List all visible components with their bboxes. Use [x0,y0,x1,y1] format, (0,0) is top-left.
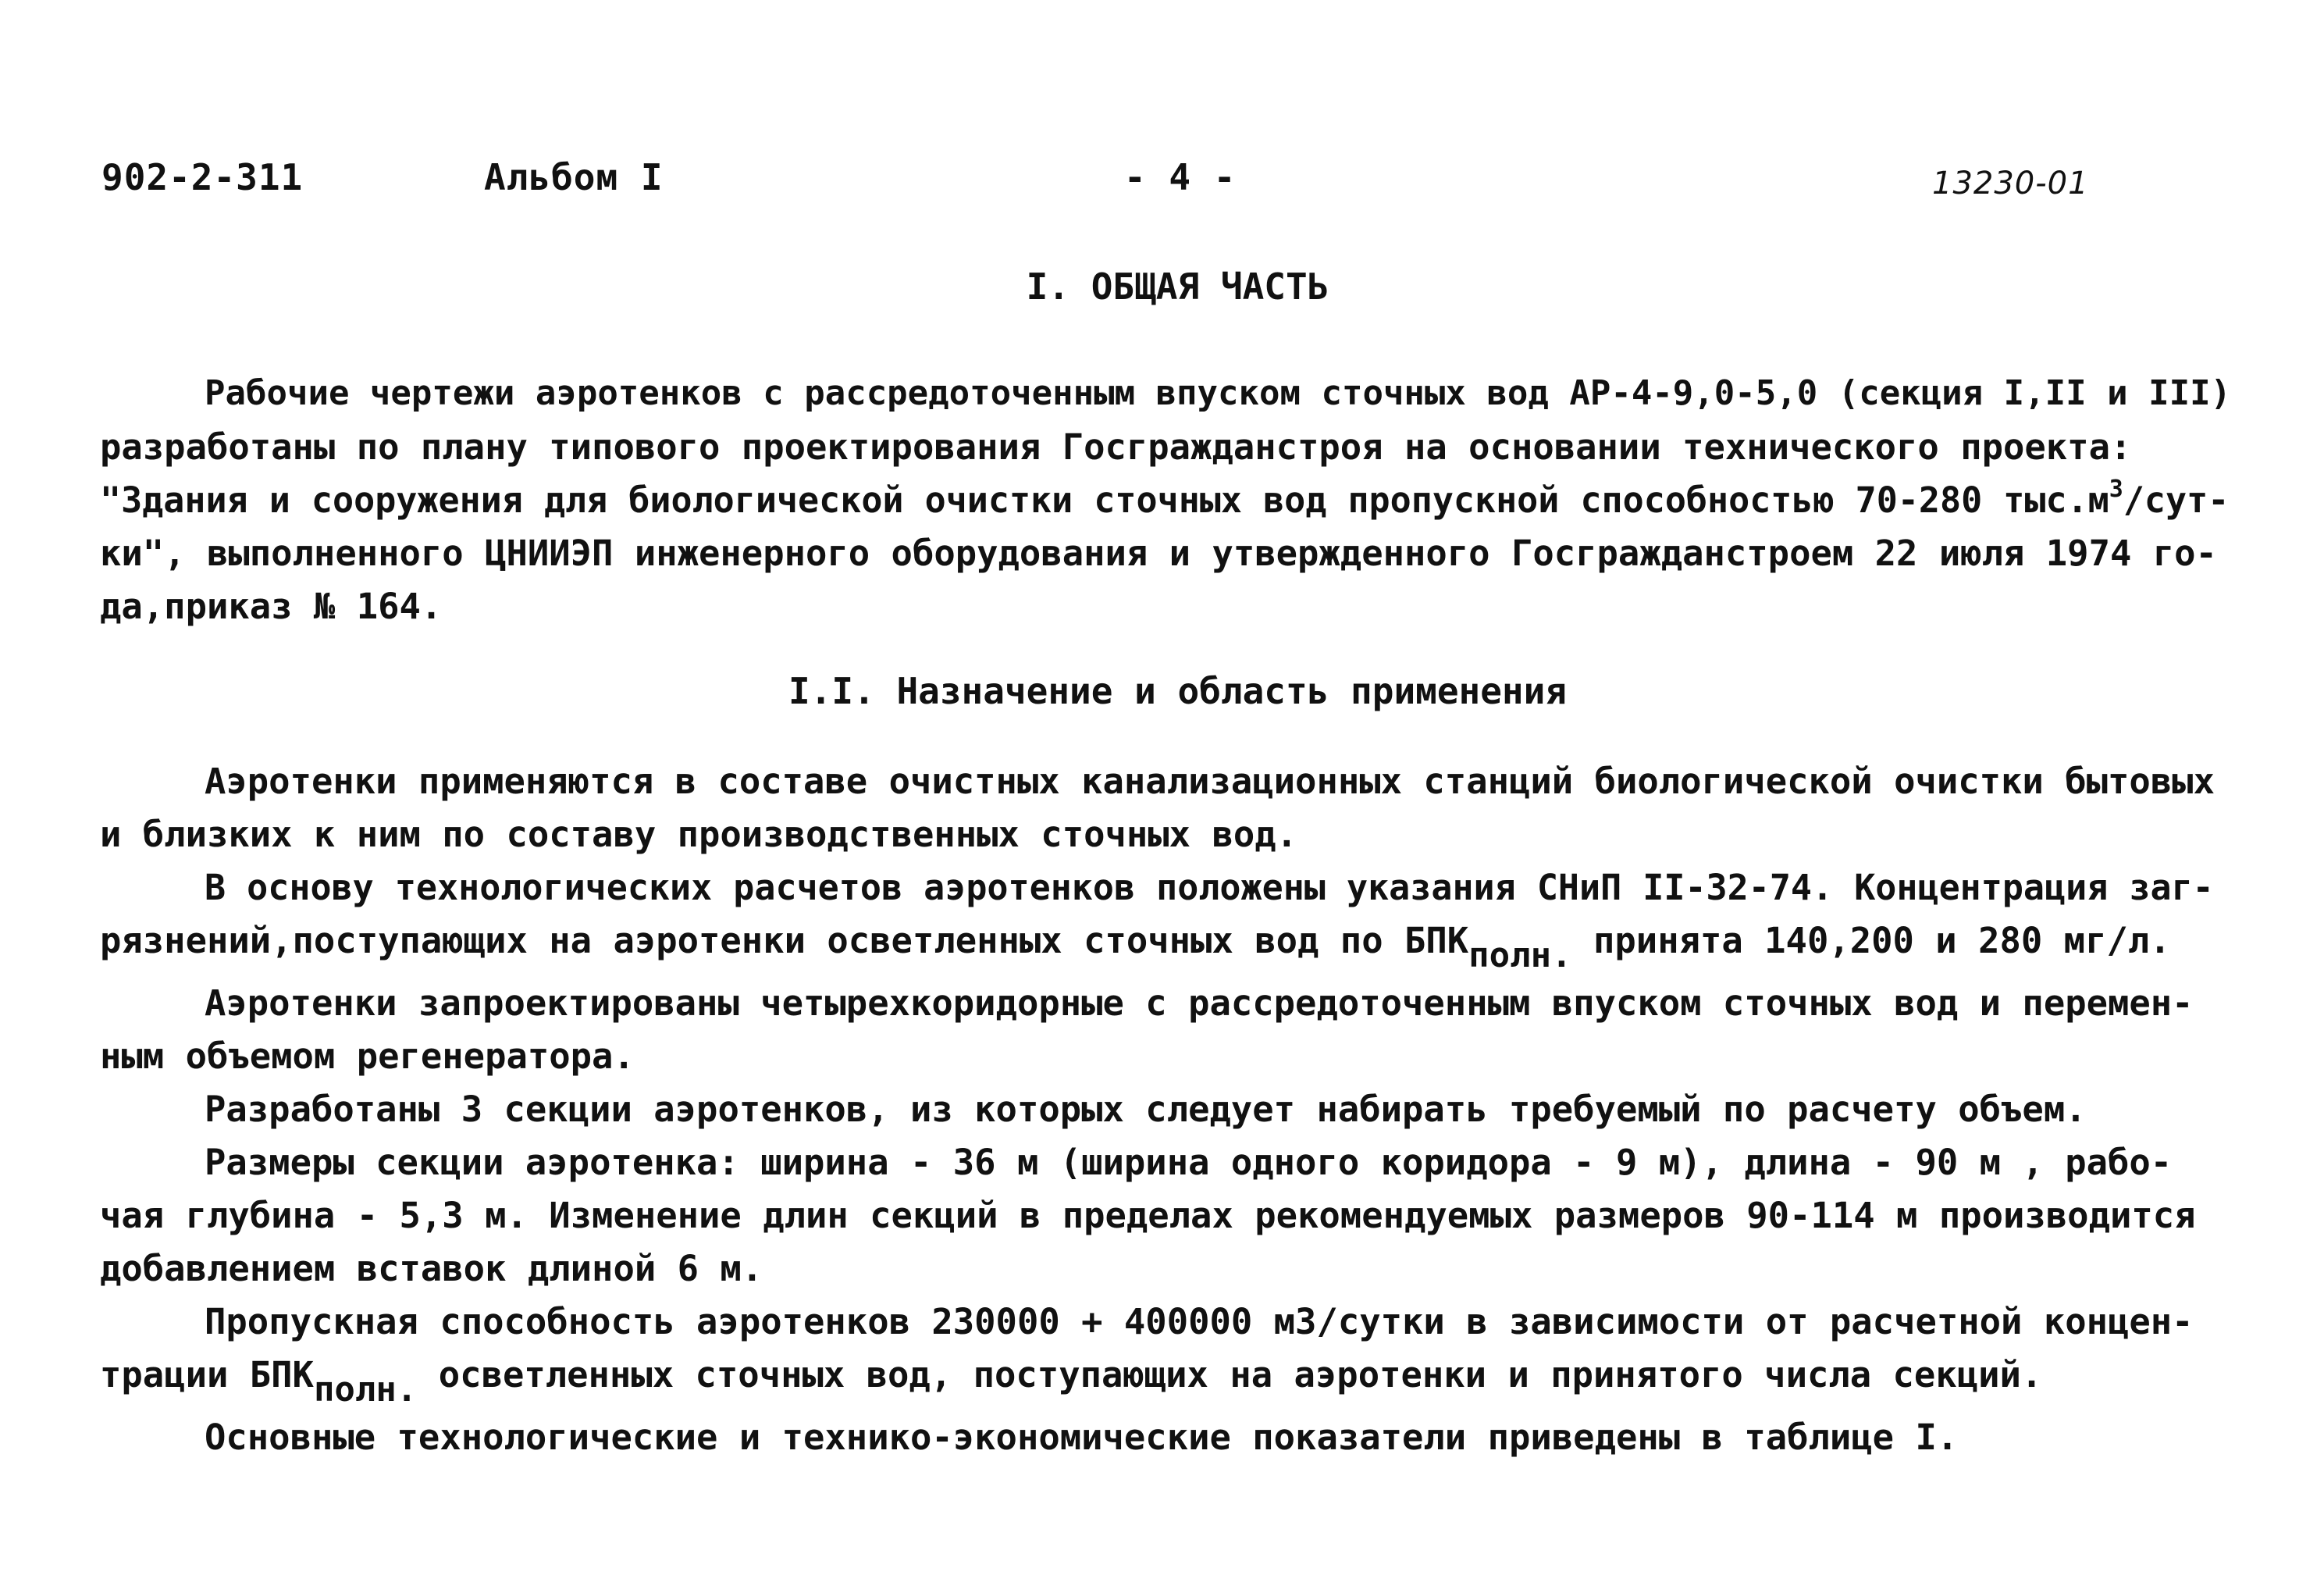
paragraph-line [100,476,2230,521]
paragraph-line: Размеры секции аэротенка: ширина - 36 м (ширина одного коридора - 9 м), длина - 90 м , рабо- [205,1142,2173,1183]
paragraph-line: Пропускная способность аэротенков 230000 + 400000 м3/сутки в зависимости от расчетной концен- [205,1301,2194,1342]
paragraph-line [100,920,2171,975]
paragraph-line: Аэротенки применяются в составе очистных канализационных станций биологической очистки бытовых [205,761,2215,802]
document-number: 13230-01 [1932,166,2089,201]
paragraph-line: В основу технологических расчетов аэротенков положены указания СНиП II-32-74. Концентрация заг- [205,867,2214,908]
text-fragment: рязнений,поступающих на аэротенки осветленных сточных вод по БПК [100,920,1469,961]
paragraph-line: ным объемом регенератора. [100,1035,635,1077]
section-title-purpose: I.I. Назначение и область применения [788,670,1567,712]
text-fragment: принята 140,200 и 280 мг/л. [1571,920,2171,961]
section-title-general: I. ОБЩАЯ ЧАСТЬ [1026,266,1329,308]
page-number: - 4 - [1124,156,1237,198]
text-fragment: "Здания и сооружения для биологической очистки сточных вод пропускной способностью 70-280 тыс.м [100,479,2109,521]
paragraph-line: разработаны по плану типового проектирования Госгражданстроя на основании технического проекта: [100,426,2132,468]
text-fragment: осветленных сточных вод, поступающих на аэротенки и принятого числа секций. [417,1354,2043,1395]
subscript: полн. [313,1370,418,1410]
paragraph-line: Рабочие чертежи аэротенков с рассредоточенным впуском сточных вод АР-4-9,0-5,0 (секция I,II и III) [205,373,2232,413]
paragraph-line: добавлением вставок длиной 6 м. [100,1248,763,1289]
text-fragment: трации БПК [100,1354,314,1395]
text-fragment: /сут- [2123,479,2230,521]
album-label: Альбом I [484,156,664,198]
paragraph-line: Аэротенки запроектированы четырехкоридорные с рассредоточенным впуском сточных вод и перемен- [205,982,2194,1024]
paragraph-line [100,1354,2043,1410]
paragraph-line: Основные технологические и технико-экономические показатели приведены в таблице I. [205,1417,1959,1458]
document-code: 902-2-311 [101,156,304,198]
paragraph-line: и близких к ним по составу производственных сточных вод. [100,814,1298,855]
paragraph-line: Разработаны 3 секции аэротенков, из которых следует набирать требуемый по расчету объем. [205,1089,2087,1130]
superscript: 3 [2109,476,2123,503]
paragraph-line: да,приказ № 164. [100,586,443,627]
subscript: полн. [1468,936,1572,975]
paragraph-line: ки", выполненного ЦНИИЭП инженерного оборудования и утвержденного Госгражданстроем 22 июля 1974 го- [100,533,2217,574]
paragraph-line: чая глубина - 5,3 м. Изменение длин секций в пределах рекомендуемых размеров 90-114 м производится [100,1195,2196,1236]
